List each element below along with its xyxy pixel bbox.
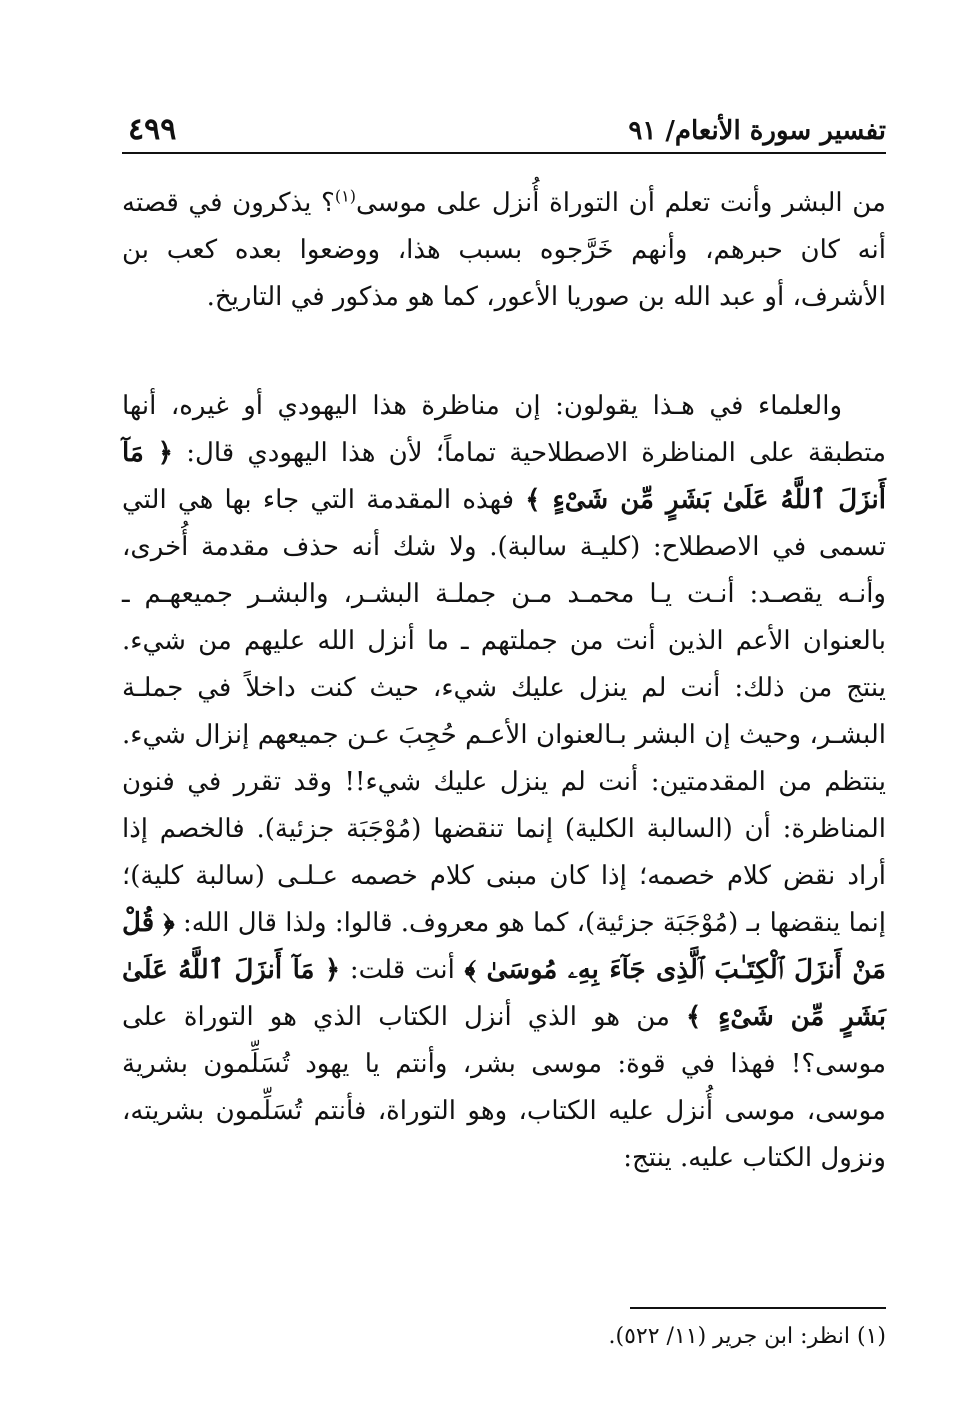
paragraph-2-text-2: فهذه المقدمة التي جاء بها هي التي تسمى في الاصطلاح: (كليـة سالبة). ولا شك أنه حذف مقدمة أُخرى، وأنـه يقصـد: أنـت يـا محمـد مـن جملـة البشـر، والبشـر جميعهـم ـ بالعنوان الأعم الذين أنت من جملتهم ـ ما أنزل الله عليهم من شيء. ينتج من ذلك: أنت لم ينزل عليك شيء، حيث كنت داخلاً في جملـة البشـر، وحيث إن البشر بـالعنوان الأعـم حُجِبَ عـن جميعهم إنزال شيء. ينتظم من المقدمتين: أنت لم ينزل عليك شيء!! وقد تقرر في فنون المناظرة: أن (السالبة الكلية) إنما تنقضها (مُوْجَبَة جزئية). فالخصم إذا أراد نقض كلام خصمه؛ إذا كان مبنى كلام خصمه عـلـى (سالبة كلية)؛ إنما ينقضها بـ (مُوْجَبَة جزئية)، كما هو معروف. قالوا: ولذا قال الله:	[122, 485, 886, 938]
footnote-reference: (١)	[334, 186, 356, 206]
paragraph-2	[122, 383, 886, 1182]
running-title: تفسير سورة الأنعام/ ٩١	[628, 116, 886, 146]
quran-verse-1: ﴿ مَآ أَنزَلَ ٱللَّهُ عَلَىٰ بَشَرٍ مِّن شَىْءٍ ﴾	[122, 438, 886, 515]
paragraph-1	[122, 180, 886, 321]
paragraph-1-text-a: من البشر وأنت تعلم أن التوراة أُنزل على موسى	[355, 188, 886, 218]
quran-verse-2: ﴿ قُلْ مَنْ أَنزَلَ ٱلْكِتَـٰبَ ٱلَّذِى جَآءَ بِهِۦ مُوسَىٰ ﴾	[122, 908, 886, 985]
page-number: ٤٩٩	[128, 112, 177, 147]
footnote: (١) انظر: ابن جرير (١١/ ٥٢٢).	[608, 1324, 886, 1349]
quran-verse-3: ﴿ مَآ أَنزَلَ ٱللَّهُ عَلَىٰ بَشَرٍ مِّن شَىْءٍ ﴾	[122, 955, 886, 1032]
paragraph-2-text-3: أنت قلت:	[340, 955, 465, 985]
header-divider	[122, 152, 886, 154]
paragraph-1-text-b: ؟ يذكرون في قصته أنه كان حبرهم، وأنهم خَرَّجوه بسبب هذا، ووضعوا بعده كعب بن الأشرف، أو عبد الله بن صوريا الأعور، كما هو مذكور في التاريخ.	[122, 188, 886, 312]
footnote-divider	[630, 1307, 886, 1309]
paragraph-2-text-1: والعلماء في هـذا يقولون: إن مناظرة هذا اليهودي أو غيره، أنها متطبقة على المناظرة الاصطلاحية تماماً؛ لأن هذا اليهودي قال:	[122, 391, 886, 468]
paragraph-2-text-4: من هو الذي أنزل الكتاب الذي هو التوراة على موسى؟! فهذا في قوة: موسى بشر، وأنتم يا يهود تُسَلِّمون بشرية موسى، موسى أُنزل عليه الكتاب، وهو التوراة، فأنتم تُسَلِّمون بشريته، ونزول الكتاب عليه. ينتج:	[122, 1002, 886, 1173]
paragraph-spacer	[122, 321, 886, 383]
page-header	[122, 110, 886, 152]
main-text	[122, 180, 886, 1182]
